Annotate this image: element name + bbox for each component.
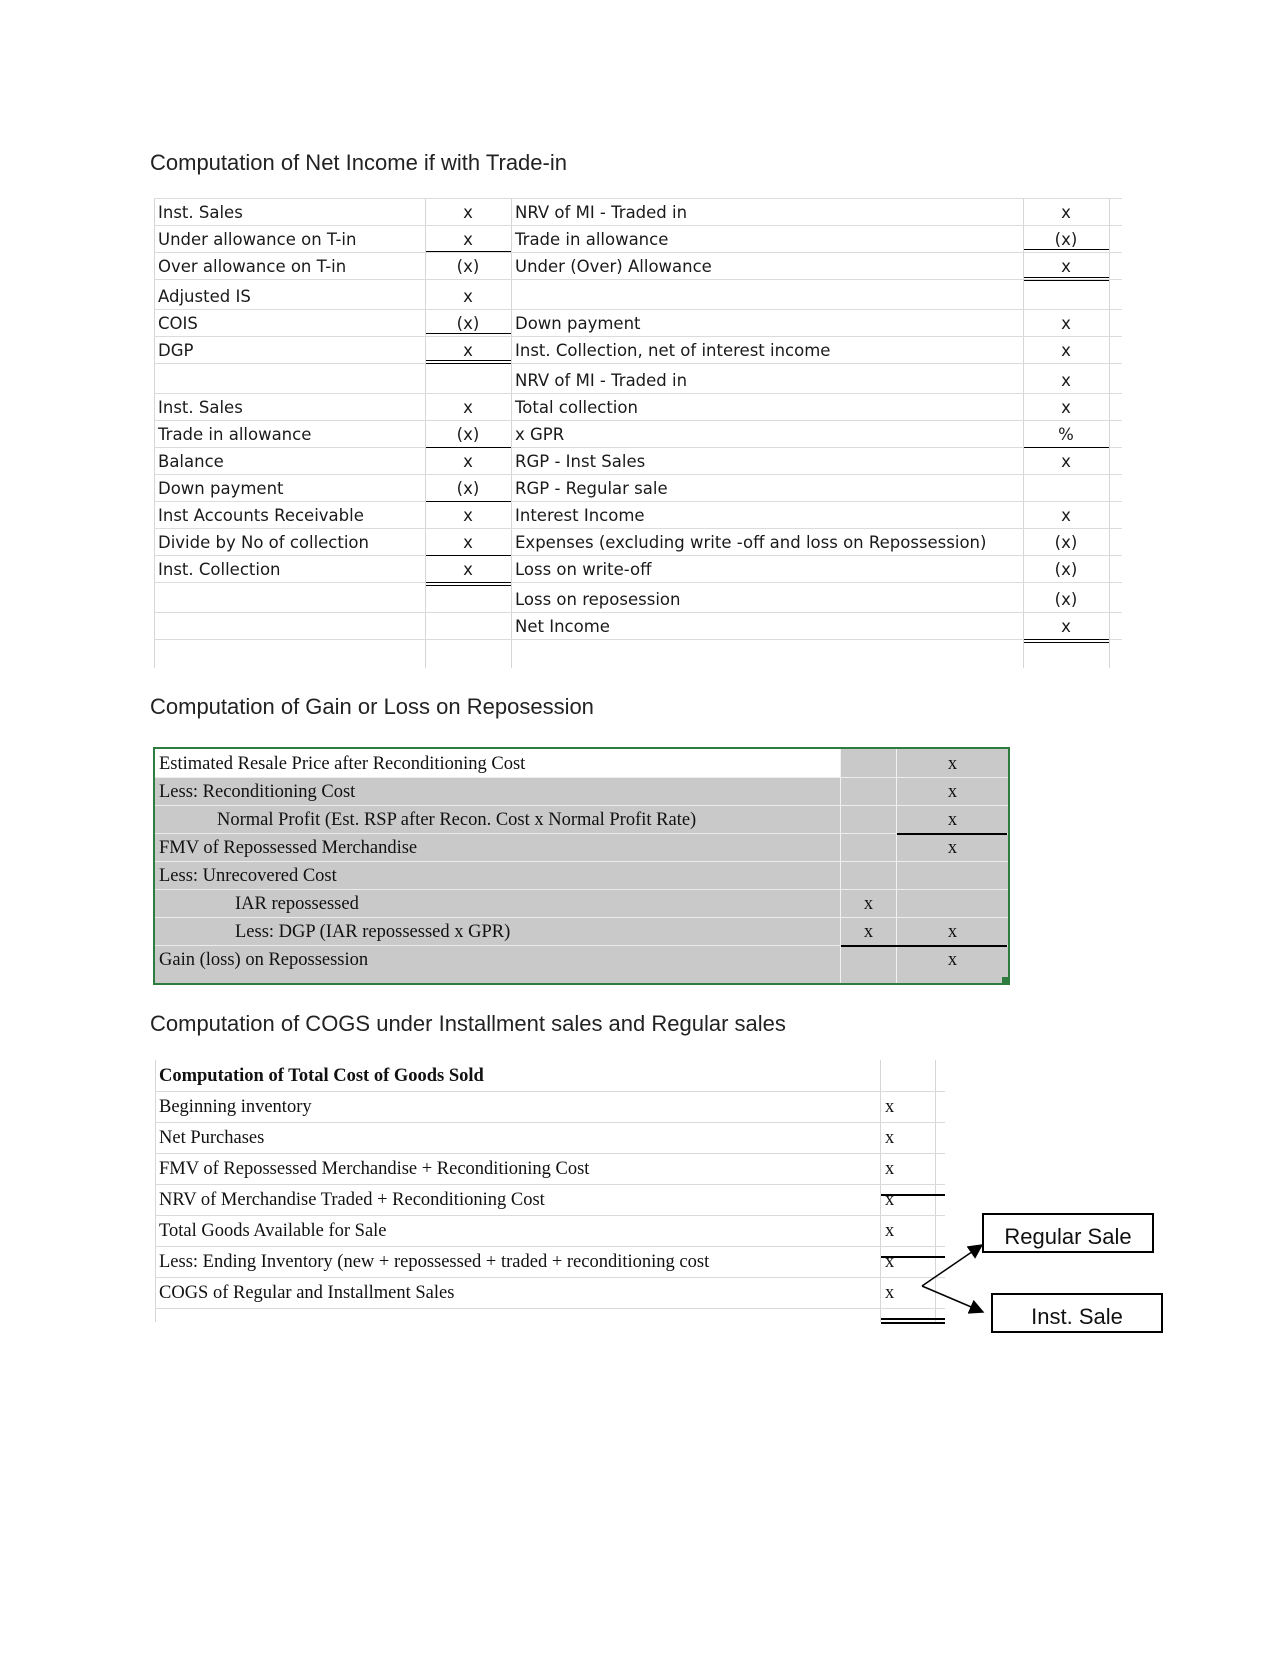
repossession-col2: x (947, 838, 958, 858)
right-label: Interest Income (515, 506, 645, 525)
arrow-to-regular-sale (922, 1245, 982, 1286)
repossession-label: Less: Reconditioning Cost (159, 782, 356, 802)
right-value: x (1061, 371, 1071, 390)
cogs-value: x (885, 1283, 895, 1303)
repossession-col1: x (863, 922, 874, 942)
repossession-col2: x (947, 922, 958, 942)
left-value: (x) (456, 479, 480, 498)
repossession-col2: x (947, 810, 958, 830)
right-value: (x) (1054, 590, 1078, 609)
left-label: Divide by No of collection (158, 533, 369, 552)
cogs-value: x (885, 1128, 895, 1148)
cogs-label: Total Goods Available for Sale (159, 1221, 387, 1241)
right-label: Net Income (515, 617, 610, 636)
right-value: x (1061, 341, 1071, 360)
left-value: (x) (456, 425, 480, 444)
left-label: Under allowance on T-in (158, 230, 357, 249)
left-value: x (463, 398, 473, 417)
installment-sale-callout: Inst. Sale (991, 1293, 1163, 1333)
right-value: x (1061, 203, 1071, 222)
section-title-net-income: Computation of Net Income if with Trade-in (150, 150, 567, 175)
right-label: NRV of MI - Traded in (515, 371, 688, 390)
repossession-label: FMV of Repossessed Merchandise (159, 838, 418, 858)
cogs-value: x (885, 1097, 895, 1117)
right-value: x (1061, 452, 1071, 471)
repossession-label: IAR repossessed (235, 894, 359, 914)
right-value: (x) (1054, 533, 1078, 552)
right-value: % (1058, 425, 1074, 444)
repossession-col2: x (947, 754, 958, 774)
cogs-label: COGS of Regular and Installment Sales (159, 1283, 455, 1303)
left-label: DGP (158, 341, 194, 360)
section-title-cogs: Computation of COGS under Installment sales and Regular sales (150, 1011, 786, 1036)
cogs-value: x (885, 1159, 895, 1179)
left-value: x (463, 203, 473, 222)
left-label: Trade in allowance (158, 425, 312, 444)
repossession-label: Less: DGP (IAR repossessed x GPR) (235, 922, 511, 942)
left-label: COIS (158, 314, 198, 333)
right-value: (x) (1054, 560, 1078, 579)
repossession-label: Estimated Resale Price after Reconditioning Cost (159, 754, 526, 774)
left-label: Balance (158, 452, 224, 471)
cogs-label: NRV of Merchandise Traded + Reconditioning Cost (159, 1190, 545, 1210)
cogs-label: Less: Ending Inventory (new + repossessed + traded + reconditioning cost (159, 1252, 710, 1272)
left-label: Inst. Sales (158, 398, 243, 417)
left-label: Down payment (158, 479, 284, 498)
left-value: (x) (456, 314, 480, 333)
left-label: Inst. Collection (158, 560, 281, 579)
cogs-value: x (885, 1190, 895, 1210)
right-label: Inst. Collection, net of interest income (515, 341, 831, 360)
right-value: x (1061, 506, 1071, 525)
arrow-to-installment-sale (922, 1286, 983, 1312)
left-value: x (463, 560, 473, 579)
left-value: x (463, 230, 473, 249)
cogs-table-title: Computation of Total Cost of Goods Sold (159, 1066, 484, 1086)
left-value: x (463, 533, 473, 552)
section-title-gain-loss: Computation of Gain or Loss on Reposession (150, 694, 594, 719)
cogs-label: Net Purchases (159, 1128, 265, 1148)
right-label: Down payment (515, 314, 641, 333)
right-value: x (1061, 257, 1071, 276)
left-label: Adjusted IS (158, 287, 251, 306)
left-value: x (463, 287, 473, 306)
repossession-label: Less: Unrecovered Cost (159, 866, 337, 886)
left-value: x (463, 341, 473, 360)
right-label: RGP - Inst Sales (515, 452, 646, 471)
left-label: Inst. Sales (158, 203, 243, 222)
repossession-col2: x (947, 950, 958, 970)
right-label: Total collection (515, 398, 638, 417)
regular-sale-callout: Regular Sale (982, 1213, 1154, 1253)
right-label: Under (Over) Allowance (515, 257, 712, 276)
right-label: Trade in allowance (515, 230, 669, 249)
repossession-label: Normal Profit (Est. RSP after Recon. Cost x Normal Profit Rate) (217, 810, 697, 830)
left-value: x (463, 506, 473, 525)
right-label: NRV of MI - Traded in (515, 203, 688, 222)
left-value: (x) (456, 257, 480, 276)
left-label: Inst Accounts Receivable (158, 506, 364, 525)
right-value: x (1061, 398, 1071, 417)
repossession-label: Gain (loss) on Repossession (159, 950, 369, 970)
right-value: x (1061, 617, 1071, 636)
repossession-col1: x (863, 894, 874, 914)
right-label: RGP - Regular sale (515, 479, 668, 498)
cogs-value: x (885, 1252, 895, 1272)
cogs-value: x (885, 1221, 895, 1241)
left-label: Over allowance on T-in (158, 257, 347, 276)
cogs-label: FMV of Repossessed Merchandise + Reconditioning Cost (159, 1159, 590, 1179)
cogs-label: Beginning inventory (159, 1097, 312, 1117)
right-label: Expenses (excluding write -off and loss on Repossession) (515, 533, 987, 552)
right-label: x GPR (515, 425, 565, 444)
left-value: x (463, 452, 473, 471)
repossession-col2: x (947, 782, 958, 802)
right-label: Loss on reposession (515, 590, 681, 609)
right-value: (x) (1054, 230, 1078, 249)
right-label: Loss on write-off (515, 560, 652, 579)
right-value: x (1061, 314, 1071, 333)
